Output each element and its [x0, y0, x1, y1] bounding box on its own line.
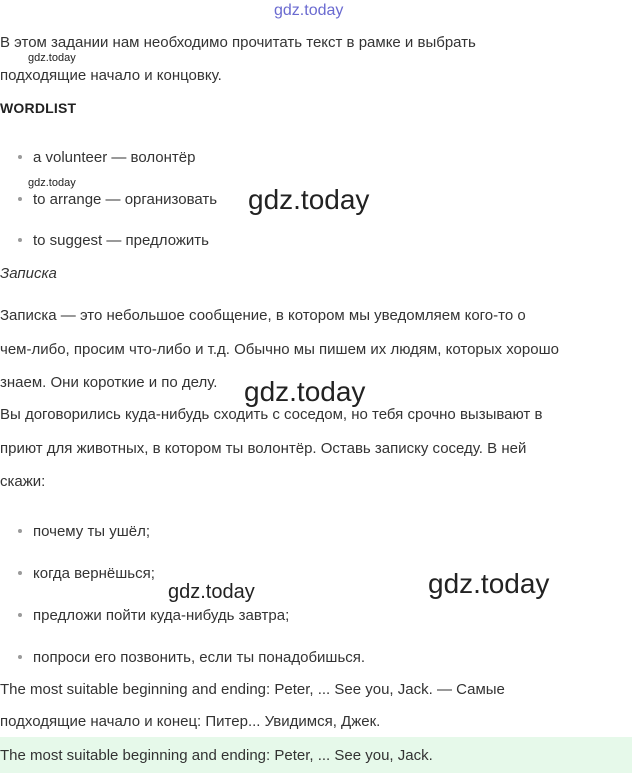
- watermark-big-2: gdz.today: [244, 376, 366, 407]
- note-heading: Записка: [0, 265, 57, 282]
- watermark-top: gdz.today: [274, 2, 344, 19]
- task-line-1: Вы договорились куда-нибудь сходить с соседом, но тебя срочно вызывают в: [0, 406, 543, 423]
- definition-line-3: знаем. Они короткие и по делу.: [0, 374, 218, 391]
- wordlist-item: [18, 148, 195, 168]
- final-answer: The most suitable beginning and ending: Peter, ... See you, Jack.: [0, 747, 433, 764]
- wordlist-item-text: to suggest — предложить: [33, 232, 209, 249]
- task-point-text: предложи пойти куда-нибудь завтра;: [33, 607, 290, 624]
- bullet-icon: [18, 529, 22, 533]
- bullet-icon: [18, 613, 22, 617]
- task-line-2: приют для животных, в котором ты волонтёр. Оставь записку соседу. В ней: [0, 440, 527, 457]
- watermark-big-3: gdz.today: [428, 568, 550, 599]
- definition-line-2: чем-либо, просим что-либо и т.д. Обычно мы пишем их людям, которых хорошо: [0, 341, 559, 358]
- answer-line-2: подходящие начало и конец: Питер... Увидимся, Джек.: [0, 713, 381, 730]
- task-point: [18, 606, 289, 626]
- bullet-icon: [18, 197, 22, 201]
- watermark-small-1: gdz.today: [28, 52, 76, 64]
- definition-line-1: Записка — это небольшое сообщение, в котором мы уведомляем кого-то о: [0, 307, 526, 324]
- answer-line-1: The most suitable beginning and ending: Peter, ... See you, Jack. — Самые: [0, 681, 505, 698]
- task-point-text: почему ты ушёл;: [33, 523, 151, 540]
- wordlist-item: [18, 231, 209, 251]
- wordlist-heading: WORDLIST: [0, 100, 77, 116]
- wordlist-item: [18, 190, 217, 210]
- task-point: [18, 522, 150, 542]
- task-point-text: когда вернёшься;: [33, 565, 155, 582]
- watermark-mid-1: gdz.today: [168, 581, 255, 603]
- task-point: [18, 648, 365, 668]
- bullet-icon: [18, 238, 22, 242]
- wordlist-item-text: a volunteer — волонтёр: [33, 149, 196, 166]
- bullet-icon: [18, 655, 22, 659]
- task-point: [18, 564, 155, 584]
- task-line-3: скажи:: [0, 473, 46, 490]
- intro-line-2: подходящие начало и концовку.: [0, 67, 222, 84]
- wordlist-item-text: to arrange — организовать: [33, 191, 218, 208]
- bullet-icon: [18, 155, 22, 159]
- watermark-small-2: gdz.today: [28, 177, 76, 189]
- bullet-icon: [18, 571, 22, 575]
- task-point-text: попроси его позвонить, если ты понадобишься.: [33, 649, 366, 666]
- watermark-big-1: gdz.today: [248, 184, 370, 215]
- intro-line-1: В этом задании нам необходимо прочитать текст в рамке и выбрать: [0, 34, 476, 51]
